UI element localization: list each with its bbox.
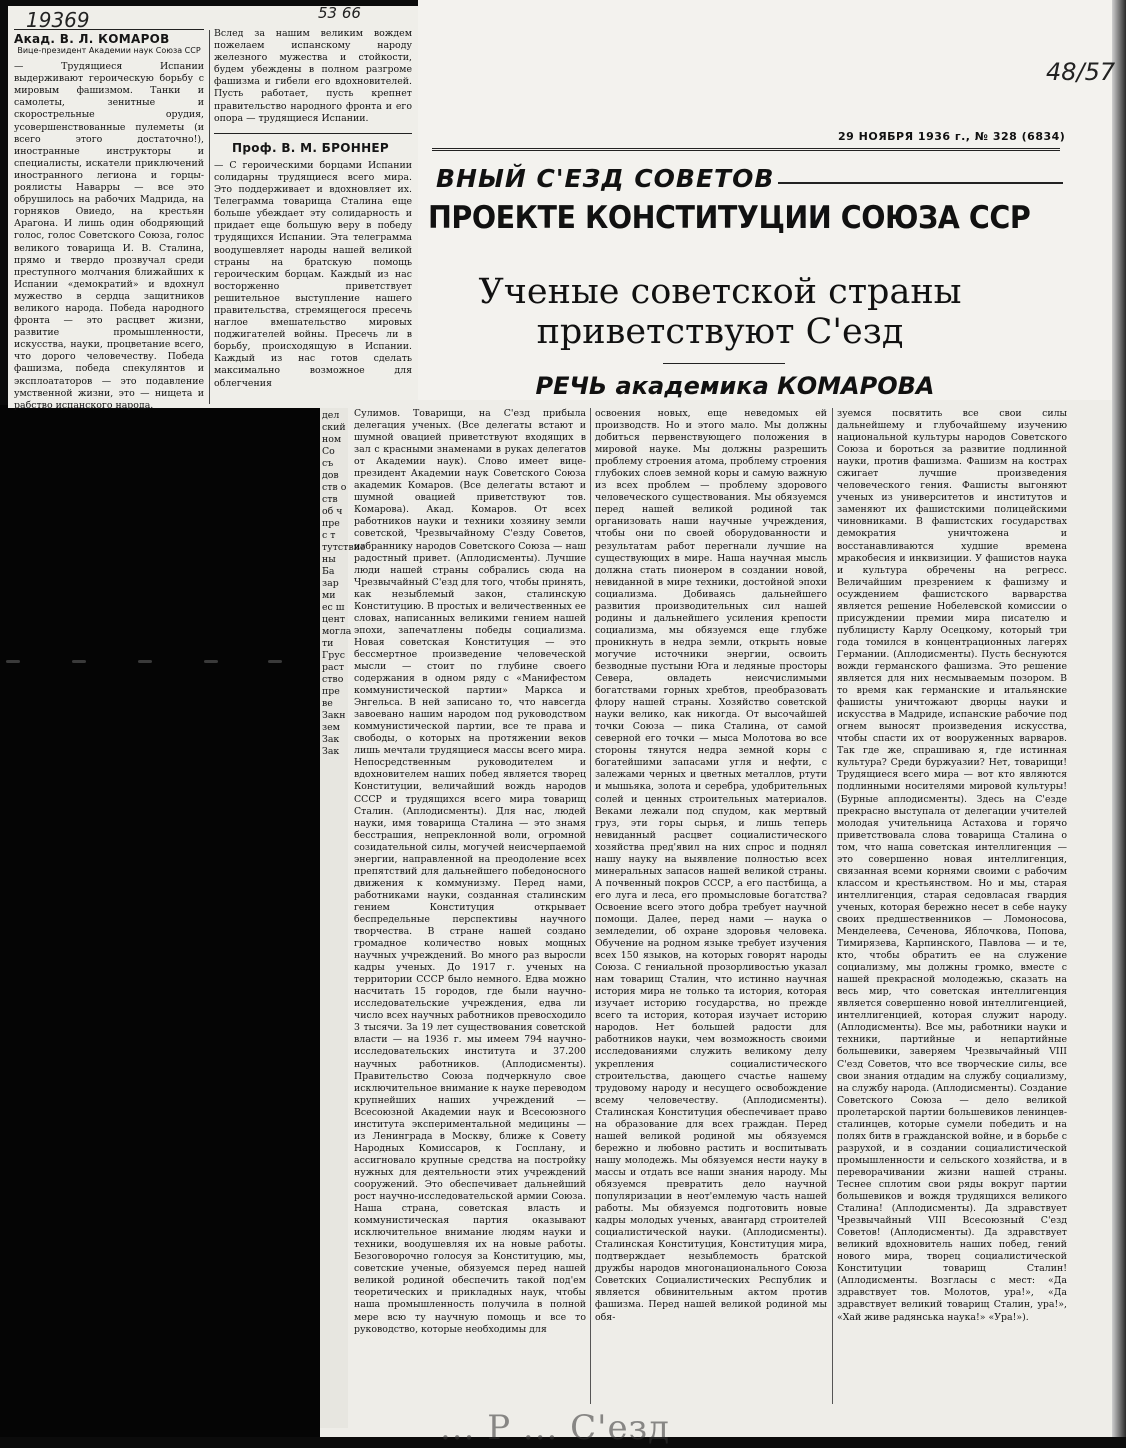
scan-speck xyxy=(204,660,218,663)
column-divider xyxy=(590,408,591,1404)
scan-speck xyxy=(72,660,86,663)
side-clipping xyxy=(8,4,418,411)
bronner-text: — С героическими борцами Испании солидарны трудящиеся всего мира. Это поддерживает и вдохновляет их. Телеграмма товарища Сталина еще больше убеждает эту солидарность и придает еще большую веру в победу трудящихся Испании. Эта телеграмма воодушевляет народы нашей великой страны на братскую помощь героическим борцам. Каждый из нас восторженно приветствует решительное выступление нашего правительства, стремящегося пресечь наглое вмешательство мировых поджигателей войны. Пресечь ли в борьбу, происходящую в Испании. Каждый из нас готов сделать максимально возможное для облегчения xyxy=(214,159,412,389)
col2-text: Вслед за нашим великим вождем пожелаем испанскому народу железного мужества и стойкости, будем убеждены в полном разгроме фашизма и гибели его вдохновителей. Пусть работает, пусть крепнет правительство народного фронта и его опора — трудящиеся Испании. xyxy=(214,28,412,124)
bottom-banner: ... Р ... С'езд xyxy=(440,1408,671,1448)
scan-dark-background xyxy=(0,405,320,1437)
subtitle-rule xyxy=(663,363,785,364)
divider xyxy=(14,29,204,30)
article-column-2: освоения новых, еще неведомых ей производств. Но и этого мало. Мы должны добиться первенствующего положения в мировой науке. Мы должны разрешить проблему строения атома, проблему строения глубоких слоев земной коры и самую важную из всех проблем — проблему здорового человеческого существования. Мы обязуемся перед нашей великой родиной так организовать наши научные учреждения, чтобы они по своей оборудованности и результатам работ перегнали лучшие на существующих в мире. Наша научная мысль должна стать пионером в создании новой, невиданной в мире техники, достойной эпохи социализма. Добиваясь дальнейшего развития производительных сил нашей родины и дальнейшего усиления крепости социализма, мы обязуемся еще глубже проникнуть в недра земли, открыть новые могучие источники энергии, освоить безводные пустыни Юга и ледяные просторы Севера, овладеть неисчислимыми богатствами горных хребтов, преобразовать флору нашей страны. Хозяйство советской науки велико, как никогда. От высочайшей точки Союза — пика Сталина, от самой северной его точки — мыса Молотова во все стороны тянутся недра земной коры с богатейшими запасами угля и нефти, с залежами черных и цветных металлов, ртути и мышьяка, золота и серебра, удобрительных солей и ценных строительных материалов. Веками лежали под спудом, как мертвый груз, эти горы сырья, и лишь теперь невиданный расцвет социалистического хозяйства пред'явил на них спрос и поднял нашу науку на выявление полностью всех минеральных запасов нашей великой страны. А почвенный покров СССР, а его пастбища, а его луга и леса, его промысловые богатства? Освоение всего этого добра требует научной помощи. Далее, перед нами — наука о земледелии, об охране здоровья человека. Обучение на родном языке требует изучения всех 150 языков, на которых говорят народы Союза. С гениальной прозорливостью указал нам товарищ Сталин, что истинно научная история мира не только та история, которая изучает историю государства, но прежде всего та история, которая изучает историю народов. Нет большей радости для работников науки, чем возможность своими исследованиями служить великому делу укрепления социалистического строительства, дающего счастье нашему трудовому народу и несущего освобождение всему человечеству. (Аплодисменты). Сталинская Конституция обеспечивает право на образование для всех граждан. Перед нашей великой родиной мы обязуемся бережно и любовно растить и воспитывать нашу молодежь. Мы обязуемся нести науку в массы и отдать все наши знания народу. Мы обязуемся превратить дело научной популяризации в неот'емлемую часть нашей работы. Мы обязуемся подготовить новые кадры молодых ученых, авангард строителей социалистической науки. (Аплодисменты). Сталинская Конституция, Конституция мира, подтверждает незыблемость братской дружбы народов многонационального Союза Советских Социалистических Республик и является обвинительным актом против фашизма. Перед нашей великой родиной мы обя- xyxy=(595,408,827,1323)
article-column-3: зуемся посвятить все свои силы дальнейшему и глубочайшему изучению национальной культуры народов Советского Союза и бороться за развитие подлинной науки, против фашизма. Фашизм на кострах сжигает лучшие произведения человеческого гения. Фашисты выгоняют ученых из университетов и институтов и заменяют их фашистскими полицейскими чиновниками. В фашистских государствах демократия уничтожена и восстанавливаются худшие времена мракобесия и инквизиции. У фашистов наука и культура обречены на регресс. Величайшим презрением к фашизму и осуждением фашистского варварства является решение Нобелевской комиссии о присуждении премии мира писателю и публицисту Карлу Осецкому, который три года томился в концентрационных лагерях Германии. (Аплодисменты). Пусть беснуются вожди германского фашизма. Это решение является для них несмываемым позором. В то время как германские и итальянские фашисты уничтожают дворцы науки и искусства в Мадриде, испанские рабочие под огнем выносят произведения искусства, чтобы спасти их от вооруженных варваров. Так где же, спрашиваю я, где истинная культура? Среди буржуазии? Нет, товарищи! Трудящиеся всего мира — вот кто являются подлинными носителями мировой культуры! (Бурные аплодисменты). Здесь на С'езде прекрасно выступала от делегации учителей молодая учительница Астахова и горячо приветствовала слова товарища Сталина о том, что наша советская интеллигенция — это совершенно новая интеллигенция, связанная всеми корнями своими с рабочим классом и крестьянством. Но и мы, старая интеллигенция, старая седовласая гвардия ученых, которая бережно несет в себе науку своих предшественников — Ломоносова, Менделеева, Сеченова, Яблочкова, Попова, Тимирязева, Карпинского, Павлова — и те, кто, чтобы обратить ее на служение социализму, мы должны громко, вместе с нашей прекрасной молодежью, сказать на весь мир, что советская интеллигенция является совершенно новой интеллигенцией, интеллигенцией, которая служит народу. (Аплодисменты). Все мы, работники науки и техники, партийные и непартийные большевики, заверяем Чрезвычайный VIII С'езд Советов, что все творческие силы, все свои знания отдадим на службу социализму, на службу народа. (Аплодисменты). Создание Советского Союза — дело великой пролетарской партии большевиков ленинцев-сталинцев, которые сумели победить и на полях битв в гражданской войне, и в борьбе с разрухой, и в создании социалистической промышленности и сельского хозяйства, и в переворачивании жизни нашей страны. Теснее сплотим свои ряды вокруг партии большевиков и вождя трудящихся великого Сталина! (Аплодисменты). Да здравствует Чрезвычайный VIII Всесоюзный С'езд Советов! (Аплодисменты). Да здравствует великий вдохновитель наших побед, гений нового мира, творец социалистической Конституции товарищ Сталин! (Аплодисменты. Возгласы с мест: «Да здравствует тов. Молотов, ура!», «Да здравствует великий товарищ Сталин, ура!», «Хай живе радянська наука!» «Ура!»). xyxy=(837,408,1067,1323)
speech-title: РЕЧЬ академика КОМАРОВА xyxy=(535,372,935,400)
komarov-block xyxy=(14,26,204,412)
handwritten-number: 19369 xyxy=(26,8,90,32)
subtitle xyxy=(440,272,1000,352)
bronner-name: Проф. В. М. БРОННЕР xyxy=(232,140,390,155)
header-rule xyxy=(432,148,1060,151)
handwritten-page-number: 48/57 xyxy=(1046,58,1116,86)
scan-speck xyxy=(6,660,20,663)
bronner-block xyxy=(214,28,412,390)
scan-speck xyxy=(138,660,152,663)
komarov-title: Вице-президент Академии наук Союза ССР xyxy=(17,46,201,56)
column-divider xyxy=(209,30,210,404)
subtitle-line-1: Ученые советской страны xyxy=(478,272,962,312)
divider xyxy=(214,133,412,134)
handwritten-number: 53 66 xyxy=(318,4,361,22)
subtitle-line-2: приветствуют С'езд xyxy=(536,312,904,352)
kicker-heading: ВНЫЙ С'ЕЗД СОВЕТОВ xyxy=(436,164,775,193)
scan-speck xyxy=(268,660,282,663)
komarov-text: — Трудящиеся Испании выдерживают героическую борьбу с мировым фашизмом. Танки и самолеты, зенитные и скорострельные орудия, усовершенствованные пулеметы (и всего этого достаточно!), иностранные инструкторы и специалисты, искатели приключений иностранного легиона и горцы-роялисты Наварры — все это обрушилось на рабочих Мадрида, на горняков Овиедо, на крестьян Арагона. И лишь один ободряющий голос, голос Советского Союза, голос великого товарища И. В. Сталина, прямо и твердо прозвучал среди преступного молчания ближайших к Испании «демократий» и вдохнул мужество в сердца защитников великого народа. Победа народного фронта — это расцвет жизни, развитие промышленности, искусства, науки, процветание всего, что дорого человечеству. Победа фашизма, победа спекулянтов и эксплоататоров — это подавление умственной жизни, это — нищета и рабство испанского народа. xyxy=(14,61,204,411)
column-divider xyxy=(832,408,833,1404)
kicker-rule xyxy=(778,182,1063,184)
scan-edge xyxy=(1112,0,1126,1437)
article-column-1: Сулимов. Товарищи, на С'езд прибыла делегация ученых. (Все делегаты встают и шумной овацией приветствуют входящих в зал с красными знаменами в руках делегатов от Академии наук). Слово имеет вице-президент Академии наук Советского Союза академик Комаров. (Все делегаты встают и шумной овацией приветствуют тов. Комарова). Акад. Комаров. От всех работников науки и техники хозяину земли советской, Чрезвычайному С'езду Советов, избраннику народов Советского Союза — наш радостный привет. (Аплодисменты). Лучшие люди нашей страны собрались сюда на Чрезвычайный С'езд для того, чтобы принять, как незыблемый закон, сталинскую Конституцию. В простых и величественных ее словах, написанных великими гением нашей эпохи, запечатлены победы социализма. Новая советская Конституция — это бессмертное произведение человеческой мысли — стоит по глубине своего содержания в одном ряду с «Манифестом коммунистической партии» Маркса и Энгельса. В ней записано то, что навсегда завоевано нашим народом под руководством коммунистической партии, все те права и свободы, о которых на протяжении веков лишь мечтали трудящиеся массы всего мира. Непосредственным руководителем и вдохновителем наших побед является творец Конституции, величайший вождь народов СССР и трудящихся всего мира товарищ Сталин. (Аплодисменты). Для нас, людей науки, имя товарища Сталина — это знамя бесстрашия, непреклонной воли, огромной созидательной силы, могучей неисчерпаемой энергии, направленной на преодоление всех препятствий для дальнейшего победоносного движения к коммунизму. Перед нами, работниками науки, созданная сталинским гением Конституция открывает беспредельные перспективы научного творчества. В стране нашей создано громадное количество новых мощных научных учреждений. Во много раз выросли кадры ученых. До 1917 г. ученых на территории СССР было немного. Едва можно насчитать 15 городов, где были научно-исследовательские учреждения, едва ли число всех научных работников превосходило 3 тысячи. За 19 лет существования советской власти — на 1936 г. мы имеем 794 научно-исследовательских института и 37.200 научных работников. (Аплодисменты). Правительство Союза подчеркнуло свое исключительное внимание к науке переводом крупнейших наших учреждений — Всесоюзной Академии наук и Всесоюзного института экспериментальной медицины — из Ленинграда в Москву, ближе к Совету Народных Комиссаров, к Госплану, и ассигновало крупные средства на постройку нужных для деятельности этих учреждений сооружений. Это обеспечивает дальнейший рост научно-исследовательской армии Союза. Наша страна, советская власть и коммунистическая партия оказывают исключительное внимание людям науки и техники, воодушевляя их на новые работы. Безоговорочно голосуя за Конституцию, мы, советские ученые, обязуемся перед нашей великой родиной обеспечить такой под'ем теоретических и прикладных наук, чтобы наша промышленность получила в полной мере всю ту научную помощь и все то руководство, которые необходимы для xyxy=(354,408,586,1335)
main-title: ПРОЕКТЕ КОНСТИТУЦИИ СОЮЗА ССР xyxy=(428,200,1031,236)
side-fragments: дел ский ном Со съ дов ств о ств об ч пре с т тутствие ны Ба зар ми ес ш цент могла ти Грус раст ство пре ве Закн зем Зак Зак xyxy=(322,410,366,757)
komarov-name: Акад. В. Л. КОМАРОВ xyxy=(14,32,170,46)
dateline: 29 НОЯБРЯ 1936 г., № 328 (6834) xyxy=(838,130,1066,143)
